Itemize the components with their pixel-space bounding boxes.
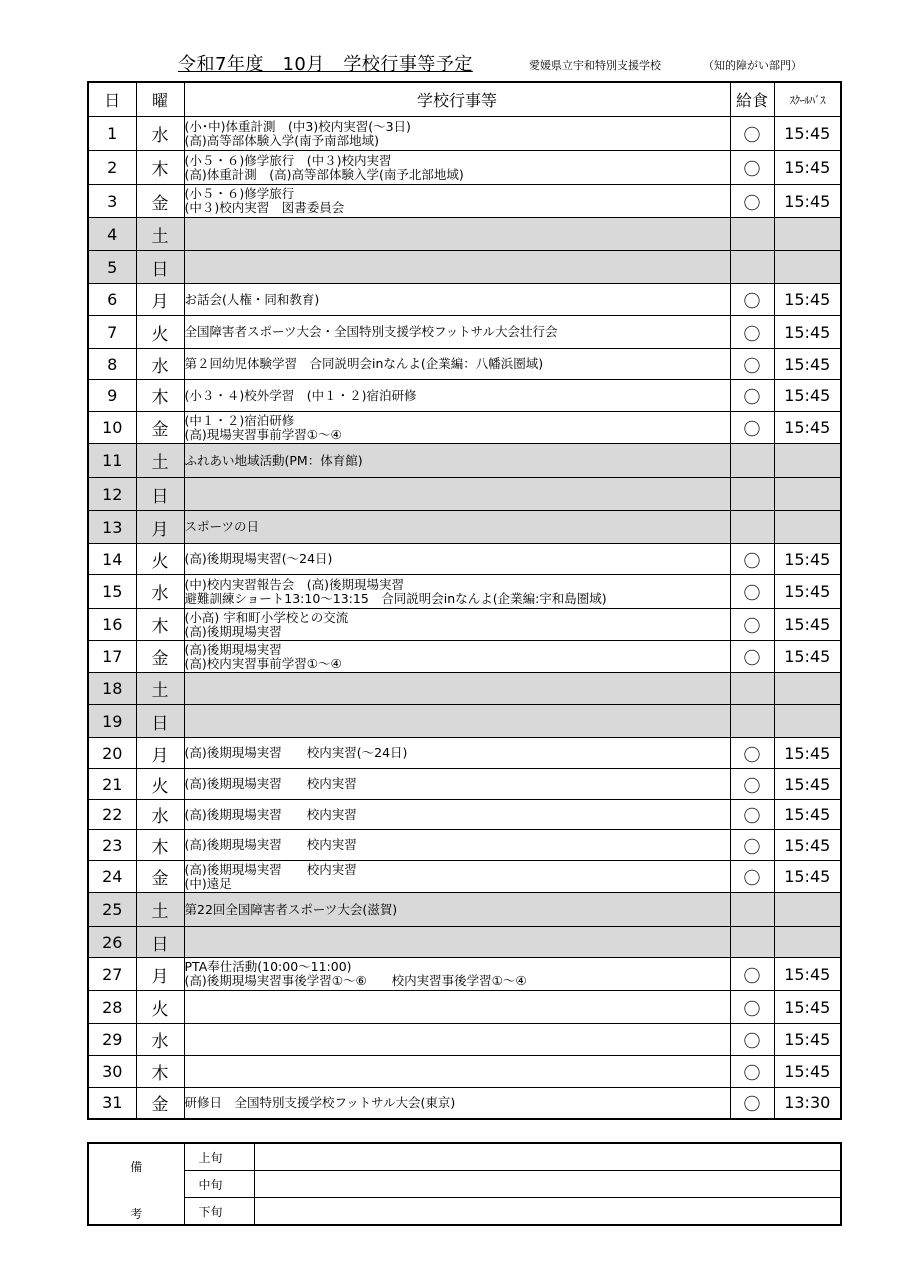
day-cell: 26 <box>88 927 136 958</box>
event-line: (高)体重計測 (高)高等部体験入学(南予北部地域) <box>184 166 464 182</box>
weekday-cell: 土 <box>136 673 184 705</box>
events-cell <box>184 641 730 673</box>
event-line: (高)後期現場実習 <box>184 641 282 657</box>
meal-cell: 〇 <box>730 991 774 1024</box>
meal-cell: 〇 <box>730 349 774 380</box>
day-cell: 7 <box>88 316 136 349</box>
bus-time-cell: 15:45 <box>774 117 841 151</box>
events-cell <box>184 893 730 927</box>
bus-time-cell <box>774 478 841 511</box>
event-line: (中１・２)宿泊研修 <box>184 412 295 428</box>
weekday-cell: 月 <box>136 958 184 991</box>
events-cell <box>184 1056 730 1088</box>
weekday-cell: 金 <box>136 412 184 444</box>
bus-time-cell: 15:45 <box>774 991 841 1024</box>
day-cell: 30 <box>88 1056 136 1088</box>
meal-cell <box>730 893 774 927</box>
notes-period-late: 下旬 <box>184 1198 254 1226</box>
table-row <box>88 316 841 349</box>
events-cell <box>184 575 730 609</box>
meal-cell: 〇 <box>730 609 774 641</box>
weekday-cell: 日 <box>136 251 184 284</box>
meal-cell <box>730 705 774 738</box>
day-cell: 1 <box>88 117 136 151</box>
bus-time-cell: 15:45 <box>774 769 841 800</box>
table-row <box>88 609 841 641</box>
event-line: (小３・４)校外学習 (中１・２)宿泊研修 <box>184 387 417 403</box>
weekday-cell: 月 <box>136 511 184 544</box>
day-cell: 23 <box>88 830 136 861</box>
table-row <box>88 412 841 444</box>
schedule-table <box>87 81 842 1120</box>
meal-cell: 〇 <box>730 830 774 861</box>
notes-period-mid: 中旬 <box>184 1171 254 1198</box>
event-line: (高)後期現場実習 校内実習 <box>184 776 357 791</box>
meal-cell: 〇 <box>730 1056 774 1088</box>
events-cell <box>184 349 730 380</box>
weekday-cell: 火 <box>136 316 184 349</box>
event-line: (高)後期現場実習事後学習①～⑥ 校内実習事後学習①～④ <box>184 973 527 988</box>
events-cell <box>184 958 730 991</box>
events-cell <box>184 673 730 705</box>
day-cell: 4 <box>88 218 136 251</box>
events-cell <box>184 769 730 800</box>
event-line: お話会(人権・同和教育) <box>184 291 320 307</box>
day-cell: 24 <box>88 861 136 893</box>
meal-cell: 〇 <box>730 185 774 218</box>
events-cell <box>184 444 730 478</box>
weekday-cell: 水 <box>136 1024 184 1056</box>
bus-time-cell: 15:45 <box>774 609 841 641</box>
table-row <box>88 185 841 218</box>
bus-time-cell: 15:45 <box>774 575 841 609</box>
event-line: (高)後期現場実習 校内実習 <box>184 837 357 852</box>
day-cell: 15 <box>88 575 136 609</box>
events-cell <box>184 830 730 861</box>
meal-cell <box>730 927 774 958</box>
weekday-cell: 火 <box>136 544 184 575</box>
table-row <box>88 830 841 861</box>
document-header <box>0 50 906 76</box>
bus-time-cell: 15:45 <box>774 544 841 575</box>
events-cell <box>184 117 730 151</box>
weekday-cell: 土 <box>136 893 184 927</box>
day-cell: 16 <box>88 609 136 641</box>
weekday-cell: 木 <box>136 830 184 861</box>
day-cell: 14 <box>88 544 136 575</box>
meal-cell: 〇 <box>730 412 774 444</box>
table-row <box>88 991 841 1024</box>
event-line: (高)後期現場実習 <box>184 623 282 639</box>
event-line: ふれあい地域活動(PM：体育館) <box>184 452 363 468</box>
table-row <box>88 893 841 927</box>
meal-cell: 〇 <box>730 1024 774 1056</box>
events-cell <box>184 185 730 218</box>
meal-cell: 〇 <box>730 316 774 349</box>
weekday-cell: 金 <box>136 861 184 893</box>
weekday-cell: 月 <box>136 284 184 316</box>
day-cell: 21 <box>88 769 136 800</box>
column-header-events: 学校行事等 <box>184 82 730 117</box>
table-row <box>88 117 841 151</box>
weekday-cell: 金 <box>136 641 184 673</box>
event-line: (高)後期現場実習(～24日) <box>184 551 333 566</box>
event-line: (中)遠足 <box>184 875 232 891</box>
notes-row-late <box>88 1198 841 1226</box>
meal-cell: 〇 <box>730 861 774 893</box>
events-cell <box>184 316 730 349</box>
notes-value-early <box>254 1143 841 1171</box>
day-cell: 13 <box>88 511 136 544</box>
bus-time-cell: 15:45 <box>774 185 841 218</box>
day-cell: 11 <box>88 444 136 478</box>
day-cell: 17 <box>88 641 136 673</box>
table-row <box>88 927 841 958</box>
table-row <box>88 800 841 830</box>
event-line: スポーツの日 <box>184 519 260 534</box>
table-row <box>88 673 841 705</box>
events-cell <box>184 218 730 251</box>
table-row <box>88 958 841 991</box>
day-cell: 2 <box>88 151 136 185</box>
events-cell <box>184 991 730 1024</box>
event-line: (高)後期現場実習 校内実習 <box>184 806 357 822</box>
bus-time-cell: 15:45 <box>774 641 841 673</box>
day-cell: 18 <box>88 673 136 705</box>
events-cell <box>184 380 730 412</box>
table-row <box>88 769 841 800</box>
bus-time-cell: 15:45 <box>774 800 841 830</box>
day-cell: 20 <box>88 738 136 769</box>
bus-time-cell <box>774 705 841 738</box>
events-cell <box>184 705 730 738</box>
table-row <box>88 705 841 738</box>
weekday-cell: 木 <box>136 609 184 641</box>
event-line: (小･中)体重計測 (中3)校内実習(～3日) <box>184 118 411 134</box>
bus-time-cell: 15:45 <box>774 284 841 316</box>
day-cell: 19 <box>88 705 136 738</box>
bus-time-cell <box>774 251 841 284</box>
meal-cell: 〇 <box>730 958 774 991</box>
schedule-body <box>88 117 841 1119</box>
meal-cell <box>730 218 774 251</box>
table-row <box>88 349 841 380</box>
notes-value-mid <box>254 1171 841 1198</box>
table-row <box>88 511 841 544</box>
day-cell: 3 <box>88 185 136 218</box>
table-row <box>88 444 841 478</box>
weekday-cell: 水 <box>136 575 184 609</box>
table-row <box>88 1024 841 1056</box>
day-cell: 12 <box>88 478 136 511</box>
weekday-cell: 火 <box>136 991 184 1024</box>
table-row <box>88 151 841 185</box>
event-line: 避難訓練ショート13:10～13:15 合同説明会inなんよ(企業編:宇和島圏域) <box>184 590 607 606</box>
meal-cell <box>730 478 774 511</box>
table-row <box>88 641 841 673</box>
table-row <box>88 544 841 575</box>
day-cell: 29 <box>88 1024 136 1056</box>
weekday-cell: 木 <box>136 1056 184 1088</box>
table-row <box>88 284 841 316</box>
table-row <box>88 218 841 251</box>
table-row <box>88 861 841 893</box>
meal-cell: 〇 <box>730 1088 774 1119</box>
bus-time-cell: 15:45 <box>774 412 841 444</box>
weekday-cell: 土 <box>136 218 184 251</box>
bus-time-cell <box>774 444 841 478</box>
event-line: 第22回全国障害者スポーツ大会(滋賀) <box>184 901 398 917</box>
event-line: (高)後期現場実習 校内実習 <box>184 861 357 877</box>
meal-cell: 〇 <box>730 284 774 316</box>
event-line: (中)校内実習報告会 (高)後期現場実習 <box>184 576 405 592</box>
notes-row-mid <box>88 1171 841 1198</box>
events-cell <box>184 511 730 544</box>
notes-value-late <box>254 1198 841 1226</box>
events-cell <box>184 927 730 958</box>
weekday-cell: 水 <box>136 349 184 380</box>
meal-cell <box>730 251 774 284</box>
table-row <box>88 380 841 412</box>
event-line: (小高) 宇和町小学校との交流 <box>184 609 349 625</box>
day-cell: 31 <box>88 1088 136 1119</box>
weekday-cell: 火 <box>136 769 184 800</box>
weekday-cell: 日 <box>136 705 184 738</box>
event-line: 研修日 全国特別支援学校フットサル大会(東京) <box>184 1094 456 1110</box>
event-line: PTA奉仕活動(10:00～11:00) <box>184 959 352 974</box>
event-line: (中３)校内実習 図書委員会 <box>184 200 345 215</box>
bus-time-cell: 15:45 <box>774 151 841 185</box>
bus-time-cell <box>774 673 841 705</box>
bus-time-cell: 15:45 <box>774 380 841 412</box>
weekday-cell: 金 <box>136 1088 184 1119</box>
bus-time-cell: 15:45 <box>774 1024 841 1056</box>
notes-label <box>88 1143 184 1225</box>
notes-label-top: 備 <box>130 1160 143 1174</box>
bus-time-cell: 15:45 <box>774 316 841 349</box>
day-cell: 28 <box>88 991 136 1024</box>
document-title: 令和7年度 10月 学校行事等予定 <box>178 54 473 75</box>
school-name: 愛媛県立宇和特別支援学校 <box>529 59 661 72</box>
weekday-cell: 木 <box>136 151 184 185</box>
table-header-row <box>88 82 841 117</box>
meal-cell <box>730 511 774 544</box>
day-cell: 8 <box>88 349 136 380</box>
column-header-bus: ｽｸｰﾙﾊﾞｽ <box>774 82 841 117</box>
department-name: （知的障がい部門） <box>703 59 802 72</box>
notes-table <box>87 1142 842 1226</box>
meal-cell: 〇 <box>730 800 774 830</box>
events-cell <box>184 609 730 641</box>
events-cell <box>184 151 730 185</box>
events-cell <box>184 1024 730 1056</box>
event-line: (小５・６)修学旅行 (中３)校内実習 <box>184 152 392 168</box>
events-cell <box>184 478 730 511</box>
event-line: (高)現場実習事前学習①～④ <box>184 426 342 442</box>
bus-time-cell: 13:30 <box>774 1088 841 1119</box>
bus-time-cell: 15:45 <box>774 349 841 380</box>
column-header-meal: 給食 <box>730 82 774 117</box>
column-header-weekday: 曜 <box>136 82 184 117</box>
meal-cell: 〇 <box>730 641 774 673</box>
day-cell: 6 <box>88 284 136 316</box>
events-cell <box>184 412 730 444</box>
event-line: (高)後期現場実習 校内実習(～24日) <box>184 745 408 760</box>
day-cell: 25 <box>88 893 136 927</box>
bus-time-cell: 15:45 <box>774 958 841 991</box>
table-row <box>88 1056 841 1088</box>
day-cell: 10 <box>88 412 136 444</box>
column-header-day: 日 <box>88 82 136 117</box>
meal-cell: 〇 <box>730 380 774 412</box>
meal-cell: 〇 <box>730 117 774 151</box>
bus-time-cell: 15:45 <box>774 830 841 861</box>
notes-row-early <box>88 1143 841 1171</box>
event-line: (小５・６)修学旅行 <box>184 186 295 201</box>
bus-time-cell <box>774 893 841 927</box>
weekday-cell: 土 <box>136 444 184 478</box>
meal-cell: 〇 <box>730 575 774 609</box>
table-row <box>88 251 841 284</box>
table-row <box>88 575 841 609</box>
weekday-cell: 木 <box>136 380 184 412</box>
events-cell <box>184 284 730 316</box>
bus-time-cell <box>774 218 841 251</box>
events-cell <box>184 544 730 575</box>
event-line: (高)校内実習事前学習①～④ <box>184 655 342 671</box>
meal-cell <box>730 673 774 705</box>
day-cell: 5 <box>88 251 136 284</box>
bus-time-cell: 15:45 <box>774 861 841 893</box>
bus-time-cell: 15:45 <box>774 1056 841 1088</box>
meal-cell <box>730 444 774 478</box>
meal-cell: 〇 <box>730 769 774 800</box>
table-row <box>88 738 841 769</box>
events-cell <box>184 738 730 769</box>
event-line: 第２回幼児体験学習 合同説明会inなんよ(企業編：八幡浜圏域) <box>184 356 544 371</box>
notes-period-early: 上旬 <box>184 1143 254 1171</box>
day-cell: 9 <box>88 380 136 412</box>
bus-time-cell: 15:45 <box>774 738 841 769</box>
table-row <box>88 478 841 511</box>
events-cell <box>184 1088 730 1119</box>
event-line: 全国障害者スポーツ大会・全国特別支援学校フットサル大会壮行会 <box>184 324 558 339</box>
event-line: (高)高等部体験入学(南予南部地域) <box>184 132 380 148</box>
meal-cell: 〇 <box>730 151 774 185</box>
day-cell: 22 <box>88 800 136 830</box>
weekday-cell: 日 <box>136 478 184 511</box>
weekday-cell: 水 <box>136 800 184 830</box>
day-cell: 27 <box>88 958 136 991</box>
weekday-cell: 水 <box>136 117 184 151</box>
events-cell <box>184 800 730 830</box>
bus-time-cell <box>774 927 841 958</box>
notes-label-bottom: 考 <box>130 1207 143 1221</box>
meal-cell: 〇 <box>730 738 774 769</box>
meal-cell: 〇 <box>730 544 774 575</box>
table-row <box>88 1088 841 1119</box>
weekday-cell: 金 <box>136 185 184 218</box>
bus-time-cell <box>774 511 841 544</box>
events-cell <box>184 861 730 893</box>
weekday-cell: 月 <box>136 738 184 769</box>
weekday-cell: 日 <box>136 927 184 958</box>
events-cell <box>184 251 730 284</box>
